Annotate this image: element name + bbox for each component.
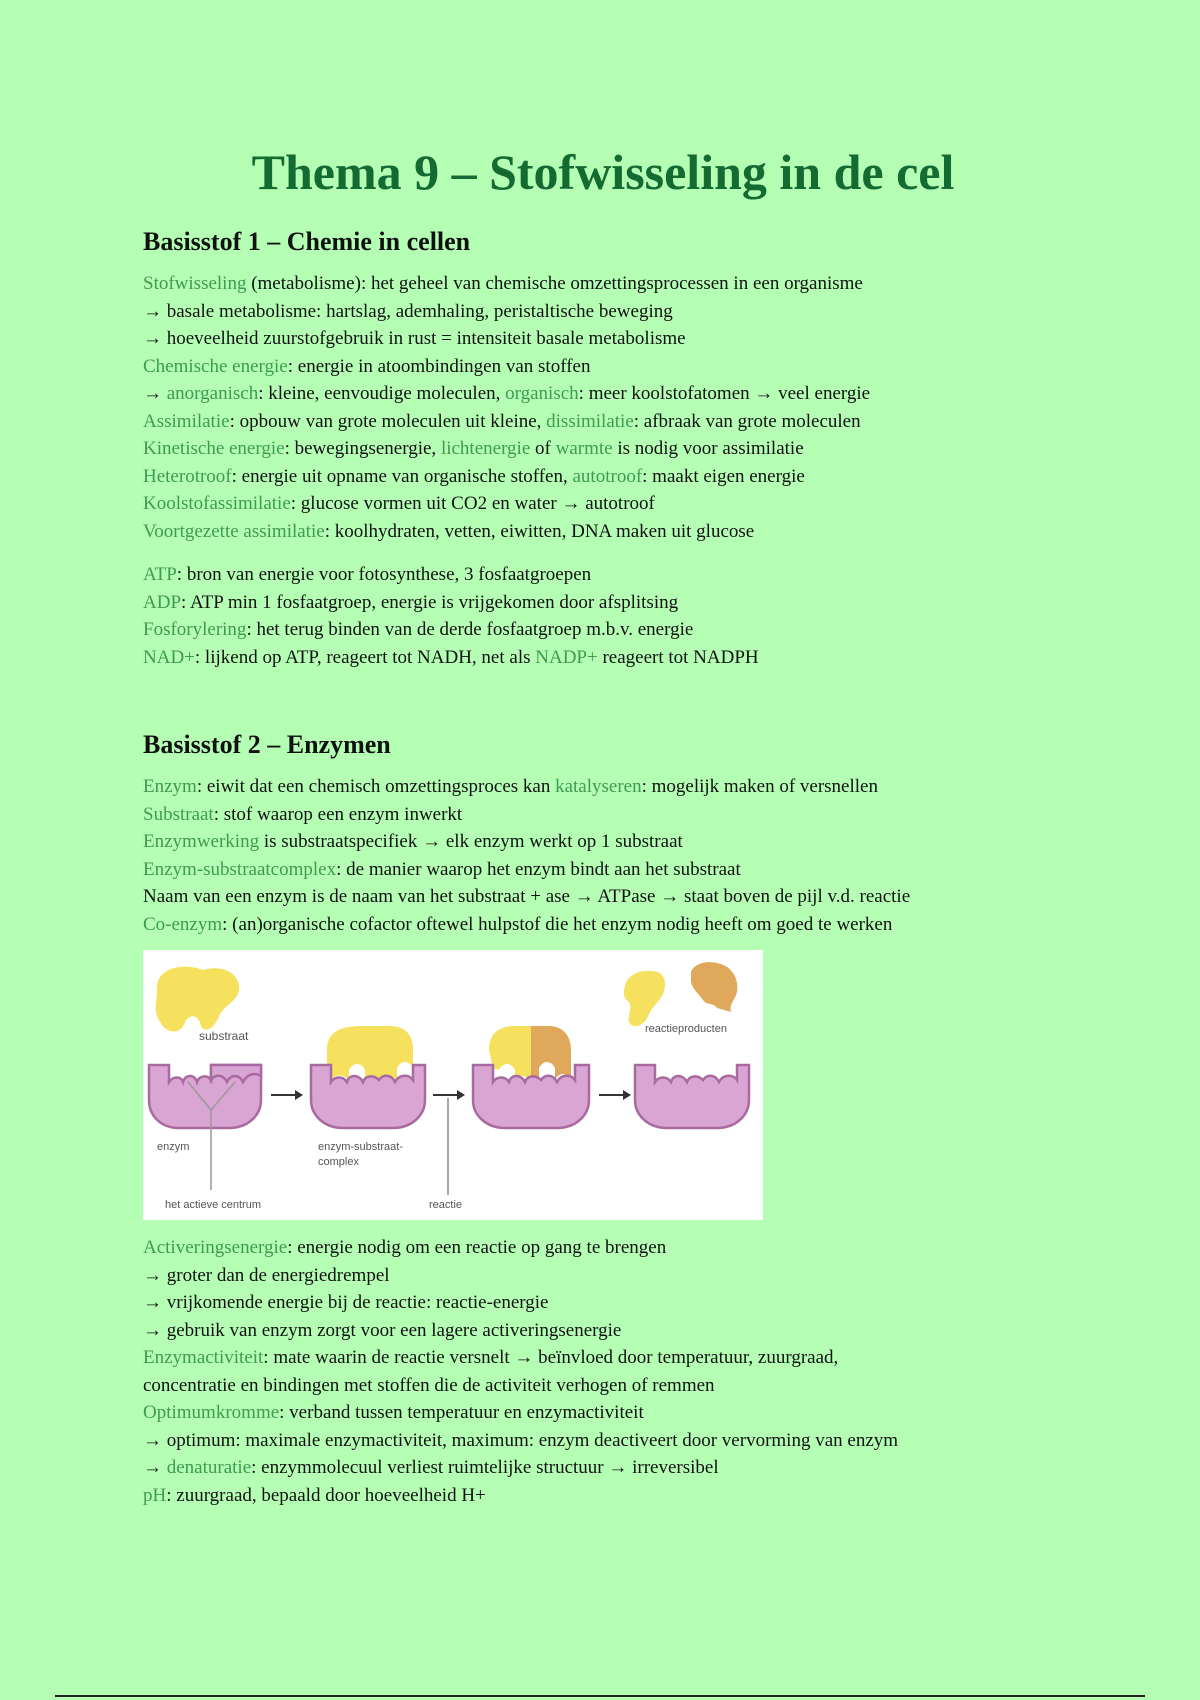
text: : enzymmolecuul verliest ruimtelijke structuur → irreversibel (251, 1457, 719, 1478)
substrate-shape (489, 1026, 531, 1082)
term: Chemische energie (143, 355, 288, 377)
term: Optimumkromme (143, 1402, 280, 1423)
text-line (143, 1234, 1063, 1262)
section-heading-basisstof-2: Basisstof 2 – Enzymen (143, 730, 391, 759)
term: Voortgezette assimilatie (143, 520, 325, 542)
term: ADP (143, 591, 182, 613)
product-shape (531, 1026, 571, 1082)
text-line (143, 561, 1063, 589)
label-actieve-centrum: het actieve centrum (165, 1199, 261, 1211)
text: : mogelijk maken of versnellen (641, 776, 878, 797)
text: : mate waarin de reactie versnelt → beïnvloed door temperatuur, zuurgraad, (263, 1347, 839, 1368)
term: Fosforylering (143, 619, 247, 640)
text-line (143, 1482, 1063, 1510)
term: Enzym (143, 776, 197, 797)
text: : eiwit dat een chemisch omzettingsproces kan (196, 776, 556, 797)
page-title: Thema 9 – Stofwisseling in de cel (251, 144, 955, 200)
term: Heterotroof (143, 465, 232, 487)
text: : verband tussen temperatuur en enzymactiviteit (279, 1402, 644, 1423)
text: : de manier waarop het enzym bindt aan het substraat (336, 858, 741, 880)
label-reactieproducten: reactieproducten (645, 1023, 727, 1035)
text-line (143, 616, 1063, 644)
text: : afbraak van grote moleculen (633, 410, 861, 432)
product-shape (624, 971, 665, 1026)
arrow-icon (295, 1090, 303, 1100)
text: : opbouw van grote moleculen uit kleine, (229, 410, 547, 432)
text: is nodig voor assimilatie (612, 438, 804, 459)
label-complex-1: enzym-substraat- (318, 1141, 403, 1153)
term: dissimilatie (546, 410, 634, 432)
text: : het terug binden van de derde fosfaatgroep m.b.v. energie (246, 619, 694, 640)
text: is substraatspecifiek → elk enzym werkt op 1 substraat (259, 831, 683, 852)
footer-divider (55, 1695, 1145, 1697)
term: Enzym-substraatcomplex (143, 858, 337, 880)
text-line (143, 644, 1063, 672)
text: → groter dan de energiedrempel (143, 1264, 390, 1286)
text: concentratie en bindingen met stoffen die de activiteit verhogen of remmen (143, 1374, 715, 1396)
text-line (143, 435, 1063, 463)
text: : koolhydraten, vetten, eiwitten, DNA maken uit glucose (324, 520, 755, 542)
text-line (143, 325, 1063, 353)
text-line (143, 1454, 1063, 1482)
text-line (143, 856, 1063, 884)
term: autotroof (572, 465, 643, 487)
text-line (143, 911, 1063, 939)
term: anorganisch (166, 383, 259, 404)
term: Co-enzym (143, 913, 223, 935)
text-line (143, 589, 1063, 617)
text: : kleine, eenvoudige moleculen, (258, 383, 506, 404)
text-line (143, 801, 1063, 829)
text: of (530, 438, 556, 459)
product-shape (691, 962, 737, 1012)
text-line (143, 380, 1063, 408)
text: → optimum: maximale enzymactiviteit, maximum: enzym deactiveert door vervorming van enzym (143, 1429, 899, 1451)
text-line (143, 1289, 1063, 1317)
term: NADP+ (535, 646, 598, 668)
text: : lijkend op ATP, reageert tot NADH, net als (194, 646, 536, 668)
text-line (143, 408, 1063, 436)
enzyme-diagram-svg (143, 950, 763, 1220)
text: : meer koolstofatomen → veel energie (578, 383, 871, 404)
text: : bewegingsenergie, (284, 438, 441, 459)
term: Assimilatie (143, 410, 230, 432)
term: lichtenergie (440, 438, 531, 459)
label-complex-2: complex (318, 1156, 359, 1168)
label-reactie: reactie (429, 1199, 463, 1211)
text: Naam van een enzym is de naam van het substraat + ase → ATPase → staat boven de pijl v.d. reactie (143, 886, 911, 907)
text: : maakt eigen energie (642, 465, 805, 487)
substrate-shape (156, 967, 239, 1032)
text-line (143, 1262, 1063, 1290)
label-enzym: enzym (157, 1141, 190, 1153)
term: katalyseren (555, 776, 642, 797)
text: : (an)organische cofactor oftewel hulpstof die het enzym nodig heeft om goed te werken (222, 913, 893, 935)
term: Enzymactiviteit (143, 1347, 264, 1368)
term: Stofwisseling (143, 273, 247, 294)
term: Enzymwerking (143, 831, 260, 852)
text: : energie in atoombindingen van stoffen (287, 355, 591, 377)
text: → basale metabolisme: hartslag, ademhaling, peristaltische beweging (143, 300, 673, 322)
text: (metabolisme): het geheel van chemische omzettingsprocessen in een organisme (246, 273, 863, 294)
text: : stof waarop een enzym inwerkt (213, 803, 463, 825)
text: → gebruik van enzym zorgt voor een lagere activeringsenergie (143, 1319, 622, 1341)
text: → hoeveelheid zuurstofgebruik in rust = intensiteit basale metabolisme (143, 328, 686, 349)
term: pH (143, 1484, 167, 1506)
text-line (143, 773, 1063, 801)
term: warmte (555, 438, 613, 459)
section-2-after-lines (143, 1234, 1063, 1509)
term: Activeringsenergie (143, 1237, 288, 1258)
text: : ATP min 1 fosfaatgroep, energie is vrijgekomen door afsplitsing (181, 591, 679, 613)
label-substraat: substraat (199, 1029, 249, 1043)
section-heading-basisstof-1: Basisstof 1 – Chemie in cellen (143, 227, 471, 256)
text-line (143, 270, 1063, 298)
text-line (143, 1372, 1063, 1400)
term: organisch (505, 383, 579, 404)
text: → (143, 383, 167, 404)
page (143, 140, 1063, 1509)
text: reageert tot NADPH (597, 646, 759, 668)
substrate-shape (327, 1026, 413, 1082)
text-line (143, 828, 1063, 856)
term: denaturatie (166, 1457, 252, 1478)
term: Substraat (143, 803, 214, 825)
text: → (143, 1457, 167, 1478)
text-line (143, 298, 1063, 326)
text-line (143, 1427, 1063, 1455)
arrow-icon (457, 1090, 465, 1100)
text: : bron van energie voor fotosynthese, 3 fosfaatgroepen (176, 564, 592, 585)
text-line (143, 518, 1063, 546)
text: : energie nodig om een reactie op gang te brengen (287, 1237, 667, 1258)
text: → vrijkomende energie bij de reactie: reactie-energie (143, 1292, 549, 1313)
term: Kinetische energie (143, 438, 285, 459)
text-line (143, 1317, 1063, 1345)
text-line (143, 353, 1063, 381)
text-line (143, 883, 1063, 911)
text-line (143, 1344, 1063, 1372)
text: : energie uit opname van organische stoffen, (231, 465, 573, 487)
text-line (143, 490, 1063, 518)
enzyme-diagram (143, 950, 763, 1220)
term: ATP (143, 564, 177, 585)
text-line (143, 463, 1063, 491)
section-1-atp-lines (143, 561, 1063, 671)
term: NAD+ (143, 646, 195, 668)
enzyme-shape (635, 1065, 749, 1128)
term: Koolstofassimilatie (143, 493, 291, 514)
text-line (143, 1399, 1063, 1427)
text: : zuurgraad, bepaald door hoeveelheid H+ (166, 1484, 486, 1506)
section-1-lines (143, 270, 1063, 545)
text: : glucose vormen uit CO2 en water → autotroof (290, 493, 655, 514)
arrow-icon (623, 1090, 631, 1100)
section-2-lines (143, 773, 1063, 938)
